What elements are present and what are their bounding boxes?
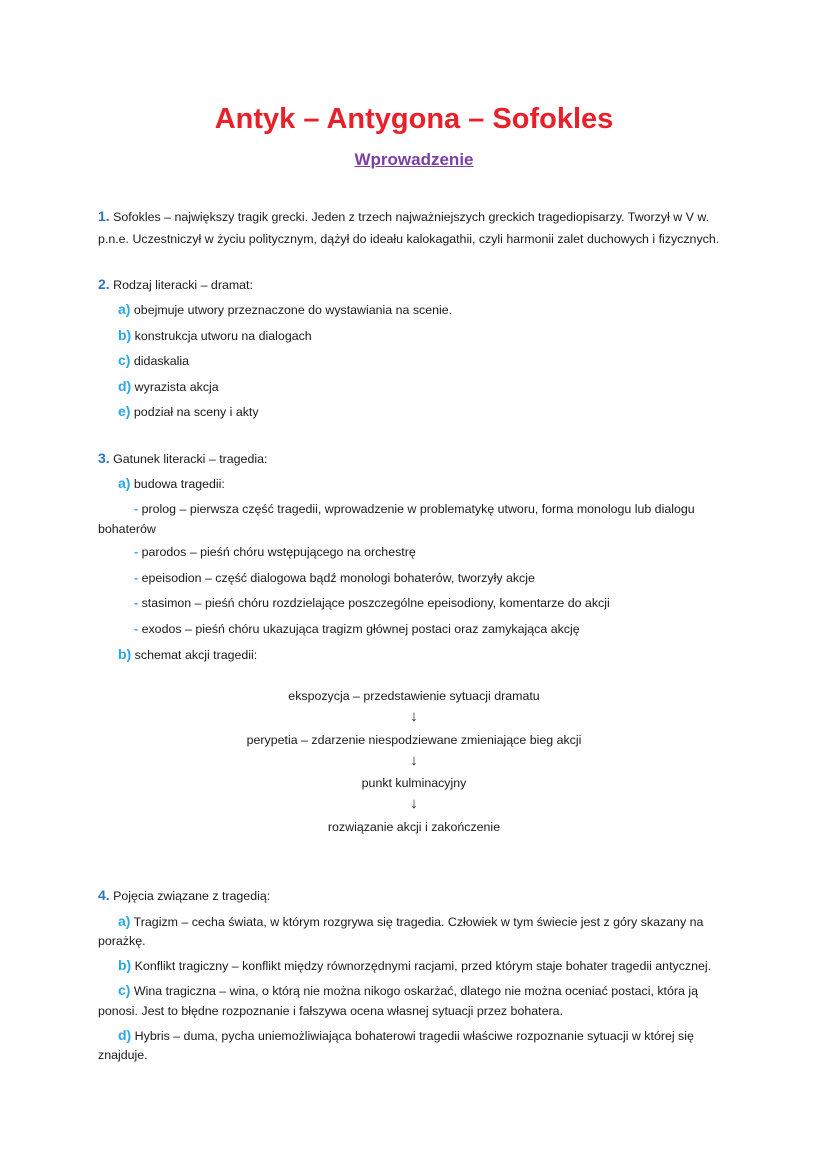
section-2-heading xyxy=(98,273,253,296)
list-letter: a) xyxy=(118,475,131,491)
list-letter: b) xyxy=(118,327,132,343)
tragedy-part-prolog xyxy=(98,498,730,520)
dash-marker: - xyxy=(134,596,139,610)
part-text: parodos – pieśń chóru wstępującego na orchestrę xyxy=(141,545,416,559)
dash-marker: - xyxy=(134,502,139,516)
concept-konflikt xyxy=(118,954,711,977)
part-text: exodos – pieśń chóru ukazująca tragizm głównej postaci oraz zamykająca akcję xyxy=(141,622,580,636)
list-item xyxy=(118,472,225,495)
page-subtitle: Wprowadzenie xyxy=(354,150,474,169)
concept-text: Wina tragiczna – wina, o którą nie można nikogo oskarżać, dlatego nie można oceniać postaci, która ją xyxy=(133,984,698,998)
section-number: 1. xyxy=(98,208,110,224)
list-letter: b) xyxy=(118,957,132,973)
tragedy-part-exodos xyxy=(134,618,580,640)
section-number: 4. xyxy=(98,887,110,903)
list-letter: a) xyxy=(118,301,131,317)
concept-hybris xyxy=(98,1024,730,1047)
page-title: Antyk – Antygona – Sofokles xyxy=(214,103,614,135)
section-4-heading xyxy=(98,884,270,907)
dash-marker: - xyxy=(134,545,139,559)
tragedy-part-parodos xyxy=(134,541,416,563)
concept-text: Tragizm – cecha świata, w którym rozgrywa się tragedia. Człowiek w tym świecie jest z góry skazany na xyxy=(133,915,704,929)
list-letter: e) xyxy=(118,403,131,419)
list-letter: a) xyxy=(118,913,131,929)
section-text: Sofokles – największy tragik grecki. Jeden z trzech najważniejszych greckich tragediopisarzy. Tworzył w V w. xyxy=(113,210,710,224)
list-item xyxy=(118,375,219,398)
list-item-text: konstrukcja utworu na dialogach xyxy=(134,329,312,343)
arrow-down-icon: ↓ xyxy=(410,795,418,812)
section-heading-text: Gatunek literacki – tragedia: xyxy=(113,452,268,466)
scheme-step-peripeteia: perypetia – zdarzenie niespodziewane zmieniające bieg akcji xyxy=(246,733,582,747)
section-number: 2. xyxy=(98,276,110,292)
concept-hybris-cont: znajduje. xyxy=(98,1048,148,1062)
section-1-line-1 xyxy=(98,205,709,228)
list-letter: d) xyxy=(118,378,132,394)
concept-text: Hybris – duma, pycha uniemożliwiająca bohaterowi tragedii właściwe rozpoznanie sytuacji w której się xyxy=(134,1029,694,1043)
tragedy-part-epeisodion xyxy=(134,567,535,589)
list-item-text: wyrazista akcja xyxy=(134,380,219,394)
concept-tragizm xyxy=(98,910,730,933)
scheme-step-resolution: rozwiązanie akcji i zakończenie xyxy=(327,820,501,834)
list-item-text: budowa tragedii: xyxy=(133,477,225,491)
arrow-down-icon: ↓ xyxy=(410,708,418,725)
concept-tragizm-cont: porażkę. xyxy=(98,934,146,948)
section-3-heading xyxy=(98,447,267,470)
tragedy-part-stasimon xyxy=(134,592,610,614)
concept-wina-cont: ponosi. Jest to błędne rozpoznanie i fałszywa ocena własnej sytuacji przez bohatera. xyxy=(98,1004,563,1018)
list-item xyxy=(118,400,259,423)
part-text: stasimon – pieśń chóru rozdzielające poszczególne epeisodiony, komentarze do akcji xyxy=(141,596,610,610)
part-text: prolog – pierwsza część tragedii, wprowadzenie w problematykę utworu, forma monologu lub dialogu xyxy=(141,502,695,516)
list-item xyxy=(118,349,189,372)
list-letter: b) xyxy=(118,646,132,662)
list-item xyxy=(118,324,312,347)
concept-text: Konflikt tragiczny – konflikt między równorzędnymi racjami, przed którym staje bohater tragedii antycznej. xyxy=(134,959,712,973)
scheme-step-climax: punkt kulminacyjny xyxy=(361,776,467,790)
list-letter: d) xyxy=(118,1027,132,1043)
concept-wina xyxy=(98,979,730,1002)
tragedy-part-prolog-cont: bohaterów xyxy=(98,522,156,536)
section-heading-text: Rodzaj literacki – dramat: xyxy=(113,278,253,292)
section-number: 3. xyxy=(98,450,110,466)
list-item-text: podział na sceny i akty xyxy=(133,405,259,419)
part-text: epeisodion – część dialogowa bądź monologi bohaterów, tworzyły akcje xyxy=(141,571,535,585)
list-item-text: obejmuje utwory przeznaczone do wystawiania na scenie. xyxy=(133,303,453,317)
dash-marker: - xyxy=(134,571,139,585)
list-letter: c) xyxy=(118,982,131,998)
dash-marker: - xyxy=(134,622,139,636)
list-item xyxy=(118,643,257,666)
list-item-text: didaskalia xyxy=(133,354,190,368)
section-heading-text: Pojęcia związane z tragedią: xyxy=(113,889,271,903)
list-item xyxy=(118,298,452,321)
arrow-down-icon: ↓ xyxy=(410,752,418,769)
scheme-step-exposition: ekspozycja – przedstawienie sytuacji dramatu xyxy=(288,689,540,703)
section-1-line-2: p.n.e. Uczestniczył w życiu politycznym, dążył do ideału kalokagathii, czyli harmonii zalet duchowych i fizycznych. xyxy=(98,232,720,246)
list-letter: c) xyxy=(118,352,131,368)
list-item-text: schemat akcji tragedii: xyxy=(134,648,258,662)
